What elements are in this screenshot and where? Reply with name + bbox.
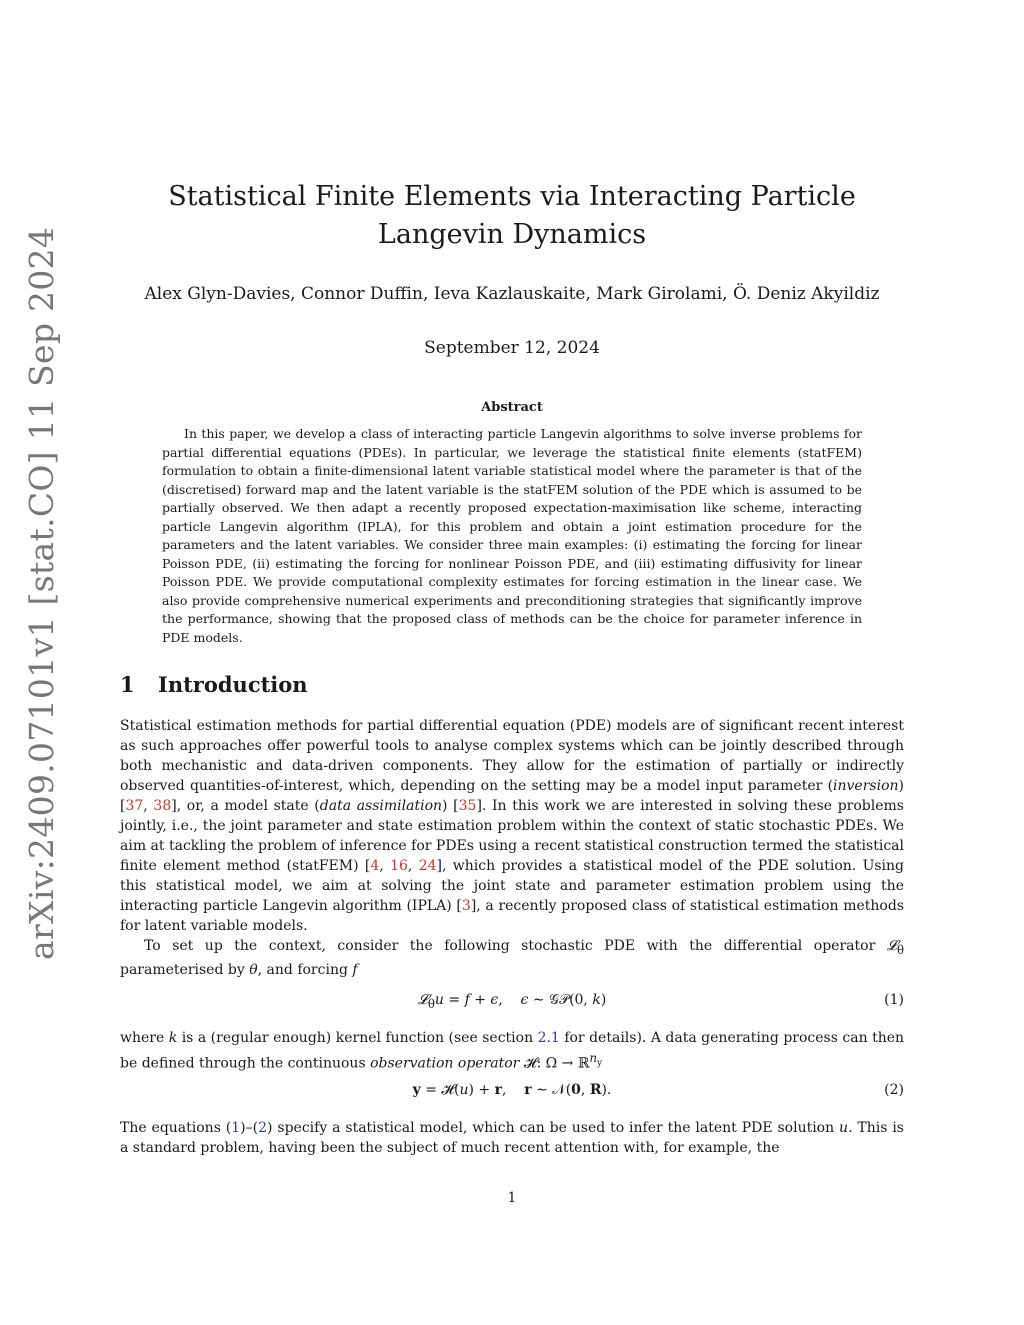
equation-2-number: (2) bbox=[884, 1082, 904, 1098]
citation-link[interactable]: 3 bbox=[461, 898, 471, 914]
abstract-heading: Abstract bbox=[481, 400, 543, 415]
author-list: Alex Glyn-Davies, Connor Duffin, Ieva Kazlauskaite, Mark Girolami, Ö. Deniz Akyildiz bbox=[144, 284, 880, 304]
equation-1 bbox=[120, 992, 904, 1014]
equation-2-expression: y = 𝓗(u) + r, r ∼ 𝒩(0, R). bbox=[412, 1082, 612, 1098]
page-number: 1 bbox=[507, 1190, 517, 1206]
citation-link[interactable]: 16 bbox=[390, 858, 408, 874]
section-reference-link[interactable]: 2.1 bbox=[537, 1030, 560, 1046]
intro-paragraph-3: where k is a (regular enough) kernel function (see section 2.1 for details). A data generating process can then be defined through the continuous observation operator 𝓗: Ω → ℝ$^{n_y}$ bbox=[120, 1030, 905, 1072]
abstract-text: In this paper, we develop a class of interacting particle Langevin algorithms to solve inverse problems for partial differential equations (PDEs). In particular, we leverage the statistical finite elements (statFEM) formulation to obtain a finite-dimensional latent variable statistical model where the parameter is that of the (discretised) forward map and the latent variable is the statFEM solution of the PDE which is assumed to be partially observed. We then adapt a recently proposed expectation-maximisation like scheme, interacting particle Langevin algorithm (IPLA), for this problem and obtain a joint estimation procedure for the parameters and the latent variables. We consider three main examples: (i) estimating the forcing for linear Poisson PDE, (ii) estimating the forcing for nonlinear Poisson PDE, and (iii) estimating diffusivity for linear Poisson PDE. We provide computational complexity estimates for forcing estimation in the linear case. We also provide comprehensive numerical experiments and preconditioning strategies that significantly improve the performance, showing that the proposed class of methods can be the choice for parameter inference in PDE models. bbox=[162, 426, 862, 645]
equation-1-number: (1) bbox=[884, 992, 904, 1008]
section-number: 1 bbox=[120, 672, 135, 697]
citation-link[interactable]: 37 bbox=[125, 798, 144, 814]
intro-paragraph-2: To set up the context, consider the following stochastic PDE with the differential operator 𝓛$_\theta$ parameterised by θ, and forcing f bbox=[120, 938, 904, 978]
paper-title: Statistical Finite Elements via Interacting Particle Langevin Dynamics bbox=[168, 181, 856, 250]
citation-link[interactable]: 4 bbox=[370, 858, 380, 874]
arxiv-identifier[interactable]: arXiv:2409.07101v1 [stat.CO] 11 Sep 2024 bbox=[22, 226, 61, 960]
equation-reference-link[interactable]: 1 bbox=[231, 1120, 241, 1136]
citation-link[interactable]: 35 bbox=[458, 798, 477, 814]
intro-paragraph-1: Statistical estimation methods for partial differential equation (PDE) models are of significant recent interest as such approaches offer powerful tools to analyse complex systems which can be jointly described through both mechanistic and data-driven components. They allow for the estimation of partially or indirectly observed quantities-of-interest, which, depending on the setting may be a model input parameter (inversion) [37, 38], or, a model state (data assimilation) [35]. In this work we are interested in solving these problems jointly, i.e., the joint parameter and state estimation problem within the context of static stochastic PDEs. We aim at tackling the problem of inference for PDEs using a recent statistical construction termed the statistical finite element method (statFEM) [4, 16, 24], which provides a statistical model of the PDE solution. Using this statistical model, we aim at solving the joint state and parameter estimation problem using the interacting particle Langevin algorithm (IPLA) [3], a recently proposed class of statistical estimation methods for latent variable models. bbox=[120, 718, 905, 934]
citation-link[interactable]: 24 bbox=[418, 858, 437, 874]
equation-2 bbox=[120, 1082, 904, 1104]
section-heading bbox=[120, 672, 308, 697]
equation-reference-link[interactable]: 2 bbox=[258, 1120, 268, 1136]
publication-date: September 12, 2024 bbox=[424, 338, 600, 358]
section-title: Introduction bbox=[158, 672, 308, 697]
intro-paragraph-4: The equations (1)–(2) specify a statistical model, which can be used to infer the latent PDE solution u. This is a standard problem, having been the subject of much recent attention with, for example, the bbox=[120, 1120, 904, 1156]
citation-link[interactable]: 38 bbox=[153, 798, 172, 814]
equation-1-expression: 𝓛$_\theta$u = f + ϵ, ϵ ∼ 𝒢𝒫(0, k) bbox=[417, 992, 607, 1011]
